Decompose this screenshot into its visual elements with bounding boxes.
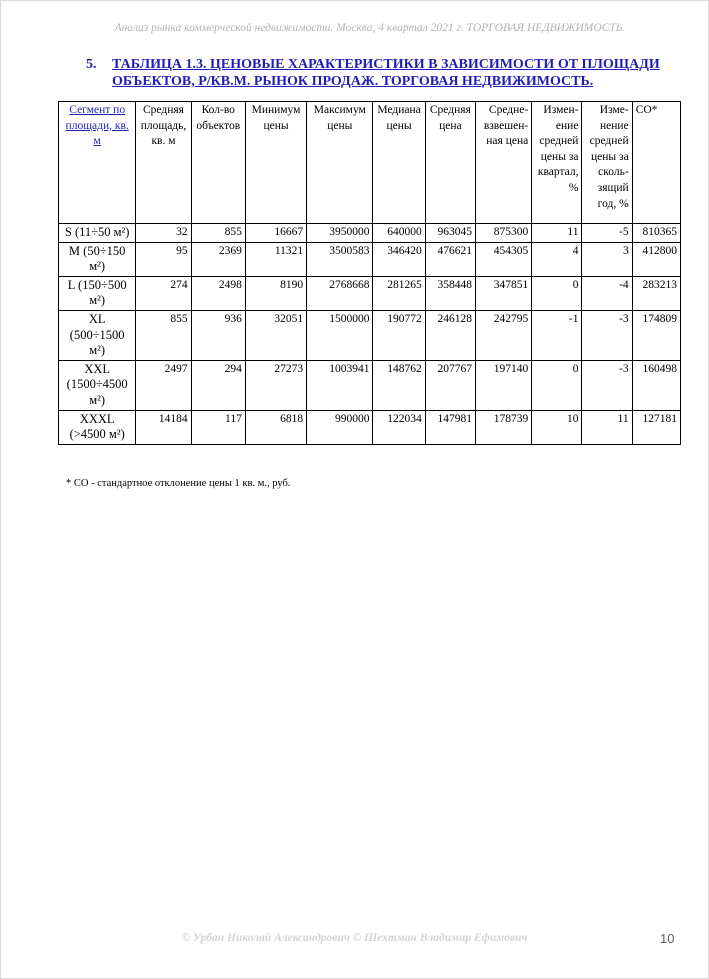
cell-median-price: 640000: [373, 224, 425, 243]
cell-min-price: 11321: [245, 242, 306, 276]
cell-quarter-change: 11: [532, 224, 582, 243]
cell-segment: S (11÷50 м²): [59, 224, 136, 243]
cell-median-price: 122034: [373, 410, 425, 444]
footer-authors: © Урбан Николай Александрович © Шехтман Владимир Ефимович: [181, 932, 528, 944]
cell-quarter-change: -1: [532, 310, 582, 360]
table-row: [59, 276, 681, 310]
cell-avg-price: 358448: [425, 276, 475, 310]
cell-avg-price: 207767: [425, 360, 475, 410]
cell-avg-price: 963045: [425, 224, 475, 243]
cell-avg-area: 855: [136, 310, 191, 360]
cell-count: 294: [191, 360, 245, 410]
col-header-std-dev: СО*: [632, 102, 680, 224]
cell-quarter-change: 0: [532, 360, 582, 410]
cell-max-price: 990000: [307, 410, 373, 444]
cell-segment: XL (500÷1500 м²): [59, 310, 136, 360]
footnote: * СО - стандартное отклонение цены 1 кв. м., руб.: [66, 478, 291, 489]
cell-median-price: 281265: [373, 276, 425, 310]
cell-quarter-change: 4: [532, 242, 582, 276]
cell-segment: XXL (1500÷4500 м²): [59, 360, 136, 410]
cell-avg-area: 95: [136, 242, 191, 276]
cell-weighted-price: 454305: [475, 242, 531, 276]
cell-max-price: 3950000: [307, 224, 373, 243]
table-row: [59, 224, 681, 243]
cell-count: 855: [191, 224, 245, 243]
cell-count: 117: [191, 410, 245, 444]
table-row: [59, 242, 681, 276]
cell-quarter-change: 10: [532, 410, 582, 444]
table-heading: [86, 56, 686, 90]
cell-max-price: 3500583: [307, 242, 373, 276]
cell-avg-area: 32: [136, 224, 191, 243]
cell-min-price: 6818: [245, 410, 306, 444]
cell-avg-area: 14184: [136, 410, 191, 444]
cell-avg-price: 147981: [425, 410, 475, 444]
cell-segment: M (50÷150 м²): [59, 242, 136, 276]
cell-year-change: 11: [582, 410, 632, 444]
cell-year-change: -4: [582, 276, 632, 310]
cell-min-price: 16667: [245, 224, 306, 243]
table-header-row: [59, 102, 681, 224]
cell-year-change: -3: [582, 360, 632, 410]
cell-std-dev: 810365: [632, 224, 680, 243]
cell-avg-area: 2497: [136, 360, 191, 410]
cell-max-price: 1500000: [307, 310, 373, 360]
col-header-avg-area: Средняя площадь, кв. м: [136, 102, 191, 224]
cell-year-change: 3: [582, 242, 632, 276]
cell-max-price: 2768668: [307, 276, 373, 310]
cell-std-dev: 160498: [632, 360, 680, 410]
heading-number: 5.: [86, 57, 97, 72]
cell-min-price: 32051: [245, 310, 306, 360]
cell-std-dev: 174809: [632, 310, 680, 360]
cell-avg-price: 246128: [425, 310, 475, 360]
cell-std-dev: 127181: [632, 410, 680, 444]
cell-median-price: 346420: [373, 242, 425, 276]
cell-count: 936: [191, 310, 245, 360]
cell-avg-area: 274: [136, 276, 191, 310]
cell-year-change: -3: [582, 310, 632, 360]
cell-min-price: 8190: [245, 276, 306, 310]
col-header-median-price: Медиана цены: [373, 102, 425, 224]
cell-std-dev: 412800: [632, 242, 680, 276]
col-header-quarter-change: Измен-ение средней цены за квартал, %: [532, 102, 582, 224]
cell-quarter-change: 0: [532, 276, 582, 310]
cell-weighted-price: 875300: [475, 224, 531, 243]
col-header-count: Кол-во объектов: [191, 102, 245, 224]
col-header-avg-price: Средняя цена: [425, 102, 475, 224]
cell-segment: XXXL (>4500 м²): [59, 410, 136, 444]
table-row: [59, 410, 681, 444]
page-number: 10: [660, 931, 675, 946]
cell-max-price: 1003941: [307, 360, 373, 410]
cell-median-price: 148762: [373, 360, 425, 410]
heading-title[interactable]: ТАБЛИЦА 1.3. ЦЕНОВЫЕ ХАРАКТЕРИСТИКИ В ЗАВИСИМОСТИ ОТ ПЛОЩАДИ ОБЪЕКТОВ, Р/КВ.М. РЫНОК ПРОДАЖ. ТОРГОВАЯ НЕДВИЖИМОСТЬ.: [112, 57, 660, 89]
cell-avg-price: 476621: [425, 242, 475, 276]
cell-count: 2498: [191, 276, 245, 310]
cell-year-change: -5: [582, 224, 632, 243]
cell-weighted-price: 178739: [475, 410, 531, 444]
col-header-year-change: Изме-нение средней цены за сколь-зящий год, %: [582, 102, 632, 224]
col-header-max-price: Максимум цены: [307, 102, 373, 224]
running-header: Анализ рынка коммерческой недвижимости. Москва, 4 квартал 2021 г. ТОРГОВАЯ НЕДВИЖИМОСТЬ.: [114, 22, 626, 34]
price-table: [58, 101, 681, 445]
table-row: [59, 360, 681, 410]
cell-std-dev: 283213: [632, 276, 680, 310]
cell-weighted-price: 242795: [475, 310, 531, 360]
cell-segment: L (150÷500 м²): [59, 276, 136, 310]
col-header-min-price: Минимум цены: [245, 102, 306, 224]
cell-median-price: 190772: [373, 310, 425, 360]
cell-min-price: 27273: [245, 360, 306, 410]
cell-weighted-price: 197140: [475, 360, 531, 410]
cell-count: 2369: [191, 242, 245, 276]
cell-weighted-price: 347851: [475, 276, 531, 310]
col-header-segment[interactable]: Сегмент по площади, кв. м: [59, 102, 136, 224]
col-header-weighted-price: Средне-взвешен-ная цена: [475, 102, 531, 224]
table-row: [59, 310, 681, 360]
